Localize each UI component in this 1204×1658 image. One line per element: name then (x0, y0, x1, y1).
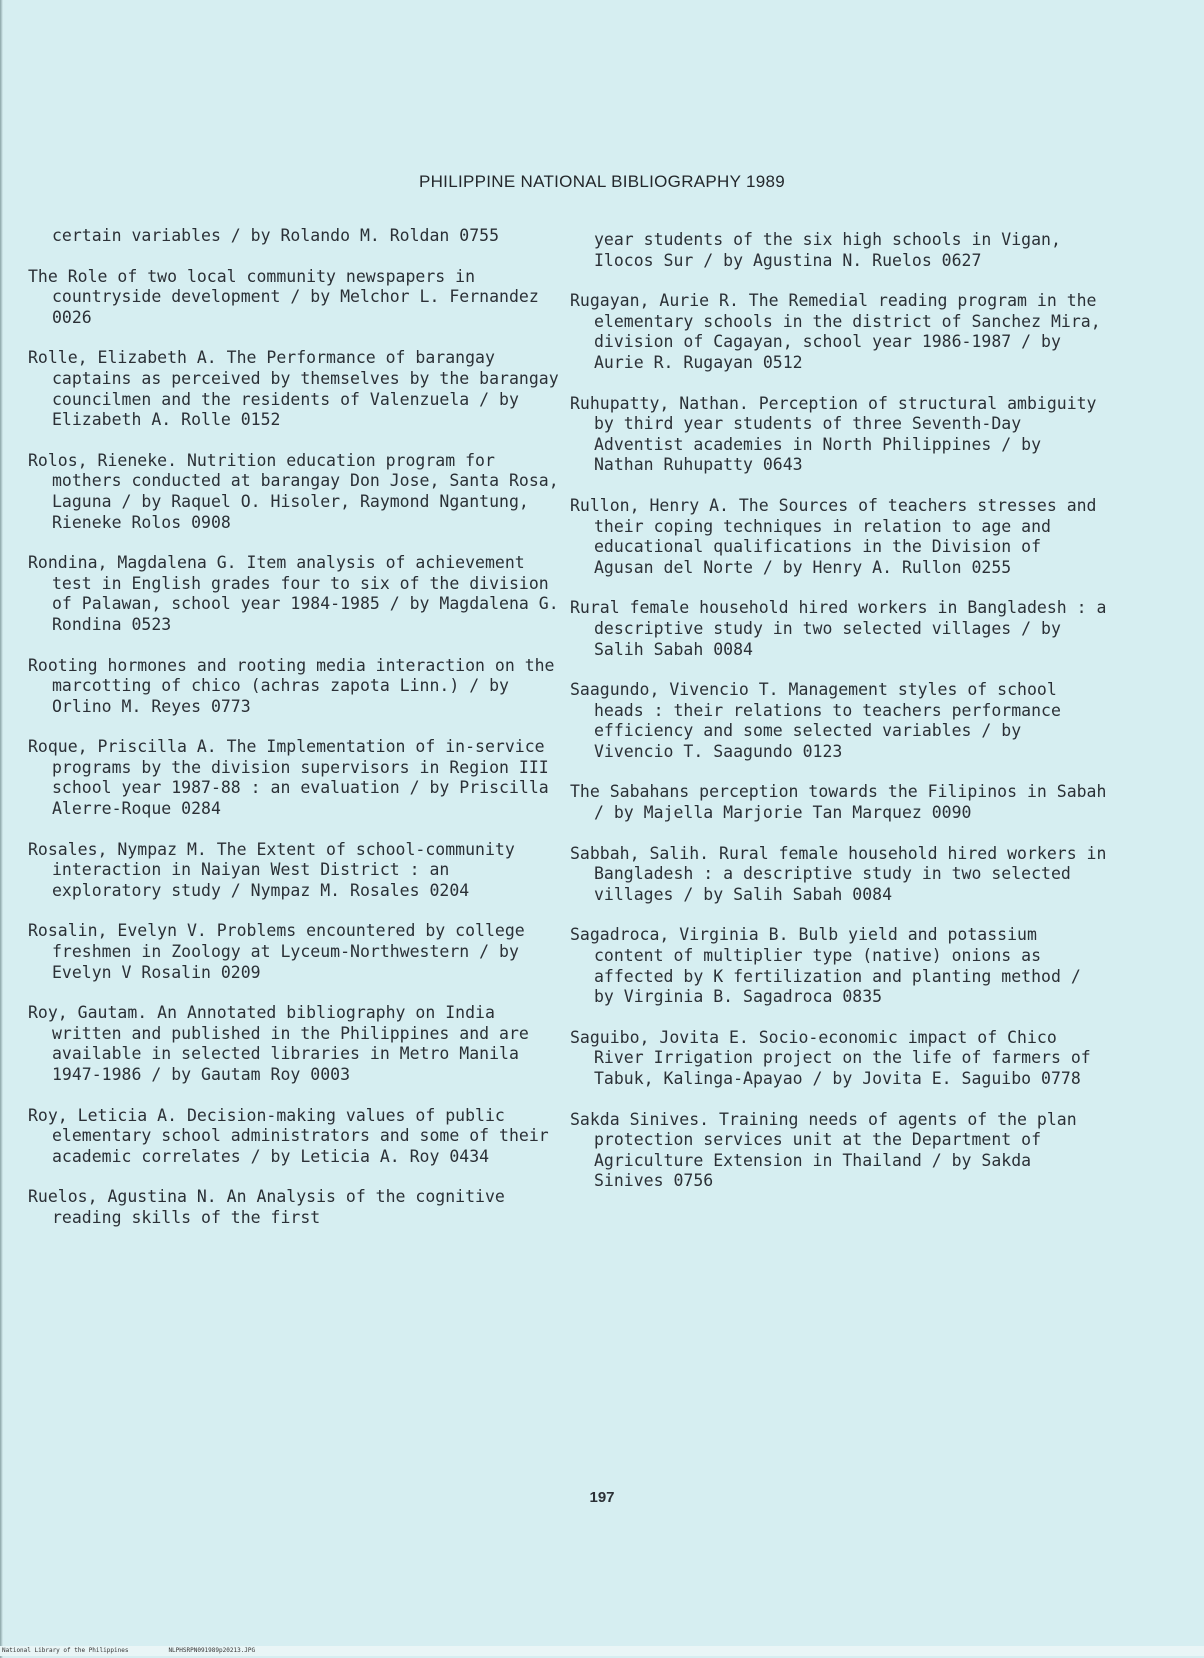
scan-footer (0, 1646, 1204, 1656)
bib-entry: Sakda Sinives. Training needs of agents of the plan protection services unit at the Department of Agriculture Extension in Thailand / by Sakda Sinives 0756 (570, 1109, 1077, 1191)
bib-entry: Rooting hormones and rooting media interaction on the marcotting of chico (achras zapota Linn.) / by Orlino M. Reyes 0773 (28, 655, 555, 716)
right-column (570, 230, 1110, 1212)
bib-entry: Rugayan, Aurie R. The Remedial reading program in the elementary schools in the district of Sanchez Mira, division of Cagayan, school year 1986-1987 / by Aurie R. Rugayan 0512 (570, 291, 1101, 372)
bib-entry: Saguibo, Jovita E. Socio-economic impact of Chico River Irrigation project on the life of farmers of Tabuk, Kalinga-Apayao / by Jovita E. Saguibo 0778 (570, 1027, 1091, 1088)
bib-entry: Rolle, Elizabeth A. The Performance of barangay captains as perceived by themselves by the barangay councilmen and the residents of Valenzuela / by Elizabeth A. Rolle 0152 (28, 348, 559, 430)
bib-entry: Rosalin, Evelyn V. Problems encountered by college freshmen in Zoology at Lyceum-Northwestern / by Evelyn V Rosalin 0209 (28, 921, 525, 982)
bib-entry: Rosales, Nympaz M. The Extent of school-community interaction in Naiyan West District : an exploratory study / Nympaz M. Rosales 0204 (28, 839, 515, 900)
bib-entry: Rullon, Henry A. The Sources of teachers stresses and their coping techniques in relation to age and educational qualifications in the Division of Agusan del Norte / by Henry A. Rullon 0255 (570, 495, 1097, 577)
bib-entry: Ruhupatty, Nathan. Perception of structural ambiguity by third year students of three Seventh-Day Adventist academies in North Philippines / by Nathan Ruhupatty 0643 (570, 393, 1097, 475)
bib-entry: Roque, Priscilla A. The Implementation of in-service programs by the division supervisors in Region III school year 1987-88 : an evaluation / by Priscilla Alerre-Roque 0284 (28, 737, 549, 819)
bib-entry: year students of the six high schools in Vigan, Ilocos Sur / by Agustina N. Ruelos 0627 (594, 230, 1061, 270)
bib-entry: Saagundo, Vivencio T. Management styles of school heads : their relations to teachers performance efficiency and some selected variables / by Vivencio T. Saagundo 0123 (570, 680, 1061, 761)
footer-filename: NLPHSRPN091989p20213.JPG (168, 1647, 256, 1654)
scan-edge (0, 0, 3, 1658)
left-column (28, 226, 568, 1249)
bib-entry: certain variables / by Rolando M. Roldan 0755 (52, 226, 500, 245)
bib-entry: The Sabahans perception towards the Filipinos in Sabah / by Majella Marjorie Tan Marquez 0090 (570, 782, 1107, 823)
bib-entry: Rolos, Rieneke. Nutrition education program for mothers conducted at barangay Don Jose, Santa Rosa, Laguna / by Raquel O. Hisoler, Raymond Ngantung, Rieneke Rolos 0908 (28, 450, 559, 532)
bib-entry: Sagadroca, Virginia B. Bulb yield and potassium content of multiplier type (native) onions as affected by K fertilization and planting method / by Virginia B. Sagadroca 0835 (570, 925, 1081, 1007)
bib-entry: Roy, Gautam. An Annotated bibliography on India written and published in the Philippines and are available in selected libraries in Metro Manila 1947-1986 / by Gautam Roy 0003 (28, 1003, 529, 1084)
page-number: 197 (589, 1489, 615, 1506)
bib-entry: Sabbah, Salih. Rural female household hired workers in Bangladesh : a descriptive study in two selected villages / by Salih Sabah 0084 (570, 843, 1107, 904)
bib-entry: The Role of two local community newspapers in countryside development / by Melchor L. Fernandez 0026 (28, 266, 539, 327)
bib-entry: Roy, Leticia A. Decision-making values of public elementary school administrators and some of their academic correlates / by Leticia A. Roy 0434 (28, 1105, 549, 1166)
bib-entry: Ruelos, Agustina N. An Analysis of the cognitive reading skills of the first (28, 1187, 505, 1227)
footer-library: National Library of the Philippines (2, 1647, 129, 1654)
page-title: PHILIPPINE NATIONAL BIBLIOGRAPHY 1989 (418, 172, 786, 191)
bib-entry: Rural female household hired workers in Bangladesh : a descriptive study in two selected villages / by Salih Sabah 0084 (570, 598, 1107, 659)
bib-entry: Rondina, Magdalena G. Item analysis of achievement test in English grades four to six of the division of Palawan, school year 1984-1985 / by Magdalena G. Rondina 0523 (28, 553, 559, 634)
